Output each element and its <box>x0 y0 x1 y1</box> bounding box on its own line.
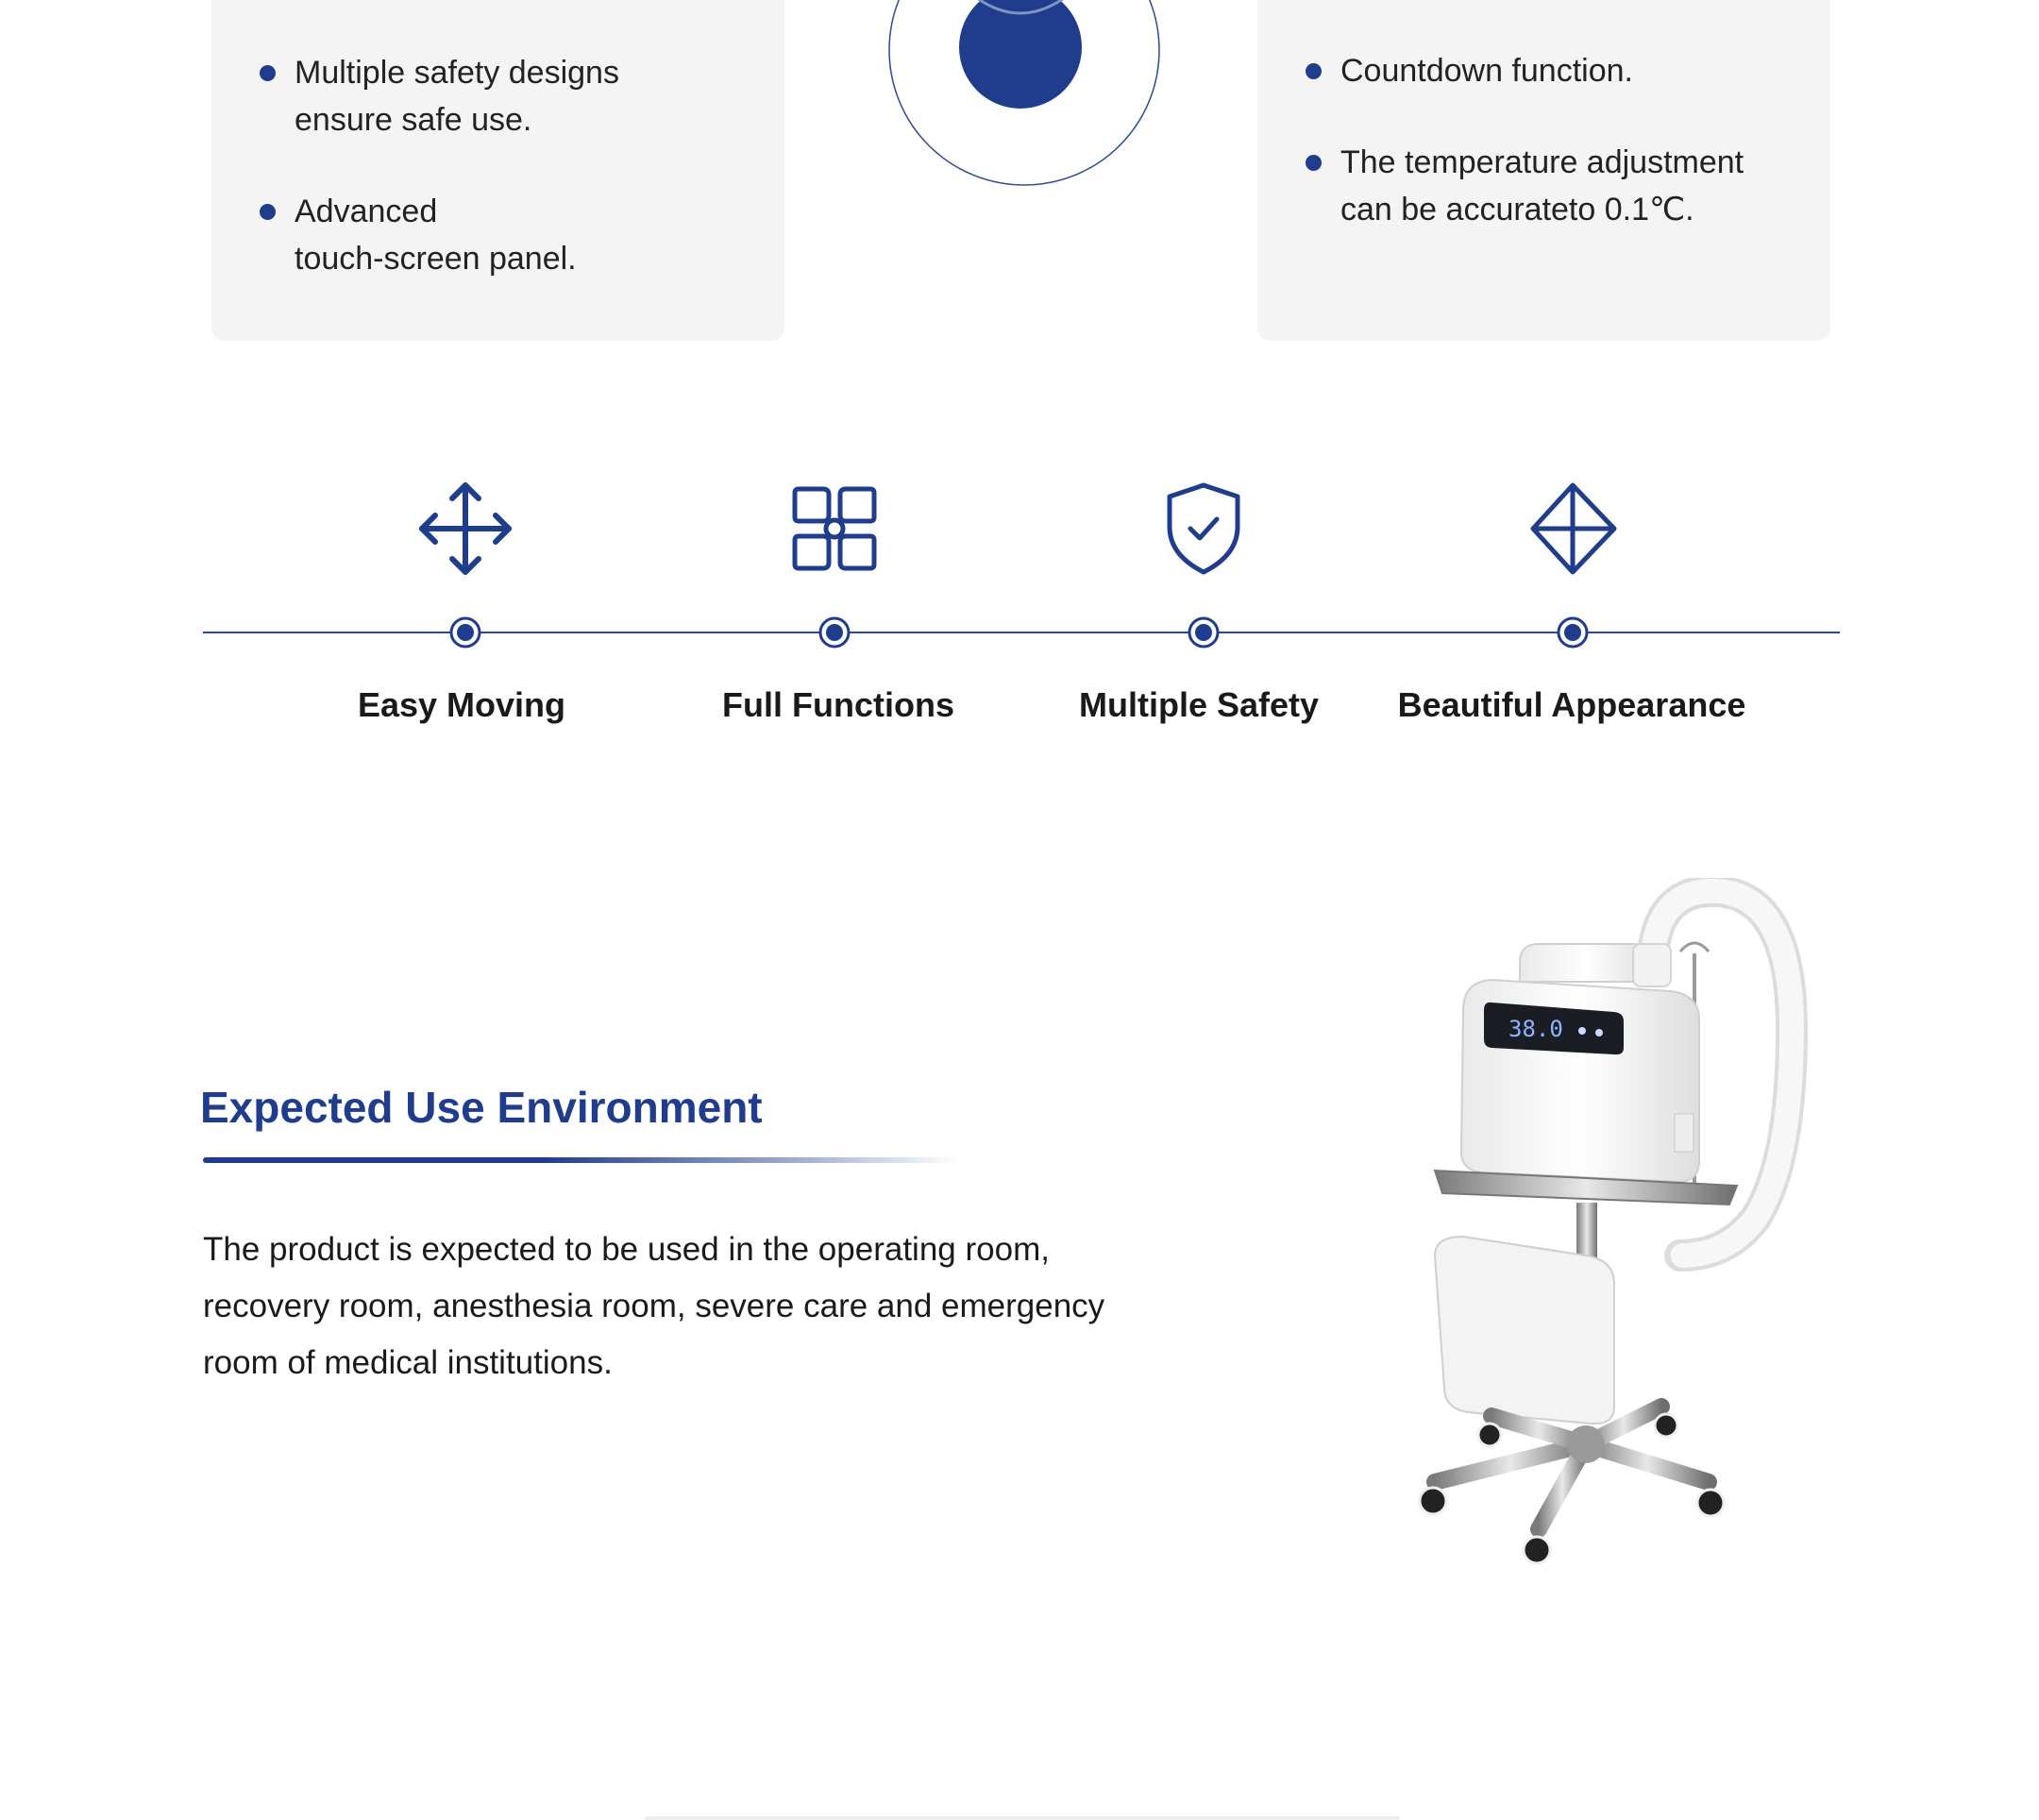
feature-label-full-functions: Full Functions <box>722 685 954 724</box>
description-line: recovery room, anesthesia room, severe care and emergency <box>203 1288 1105 1324</box>
feature-label-easy-moving: Easy Moving <box>357 685 566 724</box>
bullet-dot-icon <box>260 204 276 220</box>
description-line: The product is expected to be used in the operating room, <box>203 1231 1050 1268</box>
bullet-text-line: Countdown function. <box>1340 53 1633 89</box>
feature-card-right <box>1257 0 1830 341</box>
bullet-text-line: can be accurateto 0.1℃. <box>1340 192 1694 228</box>
shield-check-icon <box>1154 480 1253 578</box>
diamond-icon <box>1524 480 1622 578</box>
move-arrows-icon <box>416 480 514 578</box>
bullet-item <box>1340 139 1744 233</box>
bullet-item <box>295 49 619 143</box>
environment-description <box>203 1222 1241 1391</box>
feature-label-beautiful-appearance: Beautiful Appearance <box>1397 685 1746 724</box>
timeline-node-icon <box>817 615 851 649</box>
feature-label-multiple-safety: Multiple Safety <box>1078 685 1320 724</box>
section-title: Expected Use Environment <box>200 1083 763 1132</box>
timeline-node-icon <box>1187 615 1221 649</box>
title-underline <box>203 1157 958 1163</box>
timeline-node-icon <box>1556 615 1590 649</box>
bullet-dot-icon <box>1306 155 1322 171</box>
bullet-item <box>1340 47 1633 94</box>
product-warming-device-image <box>1397 878 1812 1576</box>
description-line: room of medical institutions. <box>203 1344 613 1381</box>
bottom-divider <box>645 1816 1400 1820</box>
bullet-text-line: Multiple safety designs <box>295 55 619 91</box>
bullet-item <box>295 188 577 282</box>
bullet-text-line: The temperature adjustment <box>1340 144 1744 180</box>
center-circle-decoration <box>883 0 1166 189</box>
display-readout: 38.0 <box>1508 1016 1563 1042</box>
bullet-dot-icon <box>260 65 276 81</box>
bullet-dot-icon <box>1306 63 1322 79</box>
bullet-text-line: touch-screen panel. <box>295 241 577 277</box>
feature-card-left <box>211 0 784 341</box>
bullet-text-line: ensure safe use. <box>295 102 532 138</box>
grid-functions-icon <box>785 480 884 578</box>
timeline-node-icon <box>448 615 482 649</box>
bullet-text-line: Advanced <box>295 194 438 229</box>
